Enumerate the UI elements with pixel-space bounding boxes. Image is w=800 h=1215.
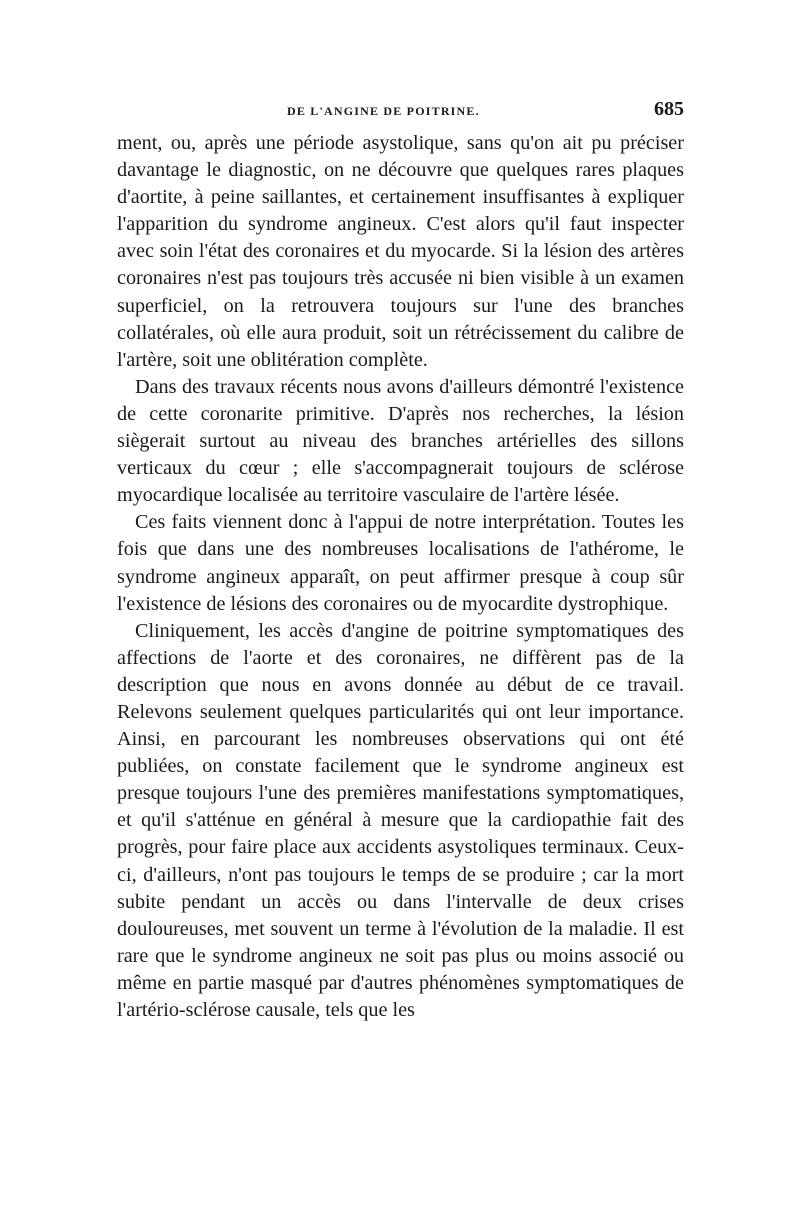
running-header — [117, 96, 684, 126]
body-text — [117, 130, 684, 1024]
paragraph-interpretation: Ces faits viennent donc à l'appui de notre interprétation. Toutes les fois que dans une des nombreuses localisations de l'athérome, le syndrome angineux apparaît, on peut affirmer presque à coup sûr l'existence de lésions des coronaires ou de myocardite dystrophique. — [117, 511, 684, 615]
page-number: 685 — [654, 98, 684, 120]
book-page — [117, 96, 684, 1024]
paragraph-clinical: Cliniquement, les accès d'angine de poitrine symptomatiques des affections de l'aorte et des coronaires, ne diffèrent pas de la description que nous en avons donnée au début de ce travail. Relevons seulement quelques particularités qui ont leur importance. Ainsi, en parcourant les nombreuses observations qui ont été publiées, on constate facilement que le syndrome angineux est presque toujours l'une des premières manifestations symptomatiques, et qu'il s'atténue en général à mesure que la cardiopathie fait des progrès, pour faire place aux accidents asystoliques terminaux. Ceux-ci, d'ailleurs, n'ont pas toujours le temps de se produire ; car la mort subite pendant un accès ou dans l'intervalle de deux crises douloureuses, met souvent un terme à l'évolution de la maladie. Il est rare que le syndrome angineux ne soit pas plus ou moins associé ou même en partie masqué par d'autres phénomènes symptomatiques de l'artério-sclérose causale, tels que les — [117, 619, 684, 1021]
paragraph-coronarite: Dans des travaux récents nous avons d'ailleurs démontré l'existence de cette coronarite primitive. D'après nos recherches, la lésion siègerait surtout au niveau des branches artérielles des sillons verticaux du cœur ; elle s'accompagnerait toujours de sclérose myocardique localisée au territoire vasculaire de l'artère lésée. — [117, 375, 684, 507]
paragraph-continuation: ment, ou, après une période asystolique, sans qu'on ait pu préciser davantage le diagnostic, on ne découvre que quelques rares plaques d'aortite, à peine saillantes, et certainement insuffisantes à expliquer l'apparition du syndrome angineux. C'est alors qu'il faut inspecter avec soin l'état des coronaires et du myocarde. Si la lésion des artères coronaires n'est pas toujours très accusée ni bien visible à un examen superficiel, on la retrouvera toujours sur l'une des branches collatérales, où elle aura produit, soit un rétrécissement du calibre de l'artère, soit une oblitération complète. — [117, 132, 684, 371]
running-title: DE L'ANGINE DE POITRINE. — [287, 104, 480, 118]
